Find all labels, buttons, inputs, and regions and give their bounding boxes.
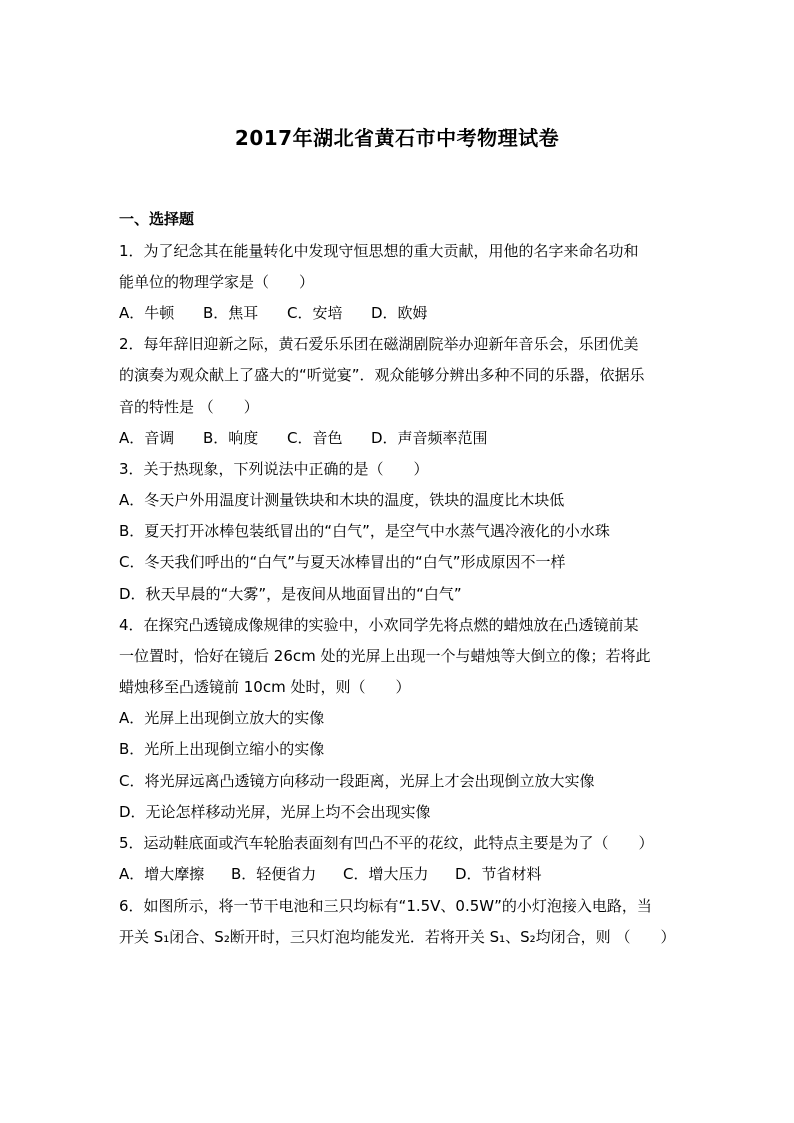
question-4-line-1: 4．在探究凸透镜成像规律的实验中，小欢同学先将点燃的蜡烛放在凸透镜前某 [119,616,639,634]
question-3-option-b: B．夏天打开冰棒包装纸冒出的“白气”，是空气中水蒸气遇冷液化的小水珠 [119,522,610,540]
page-title: 2017年湖北省黄石市中考物理试卷 [234,126,560,150]
option-d: D．声音频率范围 [371,429,488,447]
question-3-option-d: D．秋天早晨的“大雾”，是夜间从地面冒出的“白气” [119,585,462,603]
question-2-line-3: 音的特性是 （ ） [119,398,259,416]
question-3-stem: 3．关于热现象，下列说法中正确的是（ ） [119,460,429,478]
question-6-line-2: 开关 S₁闭合、S₂断开时，三只灯泡均能发光．若将开关 S₁、S₂均闭合，则 （ ） [119,928,676,946]
section-heading: 一、选择题 [119,210,195,228]
question-2-line-2: 的演奏为观众献上了盛大的“听觉宴”．观众能够分辨出多种不同的乐器，依据乐 [119,366,645,384]
question-5-stem: 5．运动鞋底面或汽车轮胎表面刻有凹凸不平的花纹，此特点主要是为了（ ） [119,834,654,852]
question-2-line-1: 2．每年辞旧迎新之际，黄石爱乐乐团在磁湖剧院举办迎新年音乐会，乐团优美 [119,335,639,353]
question-1-line-2: 能单位的物理学家是（ ） [119,273,315,291]
option-a: A．增大摩擦 [119,865,205,883]
option-b: B．轻便省力 [231,865,317,883]
option-c: C．音色 [287,429,343,447]
question-4-option-d: D．无论怎样移动光屏，光屏上均不会出现实像 [119,803,431,821]
option-d: D．节省材料 [455,865,542,883]
option-a: A．音调 [119,429,175,447]
option-b: B．响度 [203,429,259,447]
question-2-options [119,428,488,448]
option-c: C．安培 [287,304,343,322]
option-a: A．牛顿 [119,304,175,322]
question-3-option-a: A．冬天户外用温度计测量铁块和木块的温度，铁块的温度比木块低 [119,491,565,509]
question-6-line-1: 6．如图所示，将一节干电池和三只均标有“1.5V、0.5W”的小灯泡接入电路，当 [119,897,652,915]
question-4-option-b: B．光所上出现倒立缩小的实像 [119,740,325,758]
question-4-line-3: 蜡烛移至凸透镜前 10cm 处时，则（ ） [119,678,411,696]
question-5-options [119,864,542,884]
question-4-option-c: C．将光屏远离凸透镜方向移动一段距离，光屏上才会出现倒立放大实像 [119,772,595,790]
question-3-option-c: C．冬天我们呼出的“白气”与夏天冰棒冒出的“白气”形成原因不一样 [119,553,566,571]
question-4-option-a: A．光屏上出现倒立放大的实像 [119,709,325,727]
option-d: D．欧姆 [371,304,428,322]
option-b: B．焦耳 [203,304,259,322]
question-1-options [119,303,428,323]
question-4-line-2: 一位置时，恰好在镜后 26cm 处的光屏上出现一个与蜡烛等大倒立的像；若将此 [119,647,651,665]
question-1-line-1: 1．为了纪念其在能量转化中发现守恒思想的重大贡献，用他的名字来命名功和 [119,242,639,260]
option-c: C．增大压力 [343,865,429,883]
